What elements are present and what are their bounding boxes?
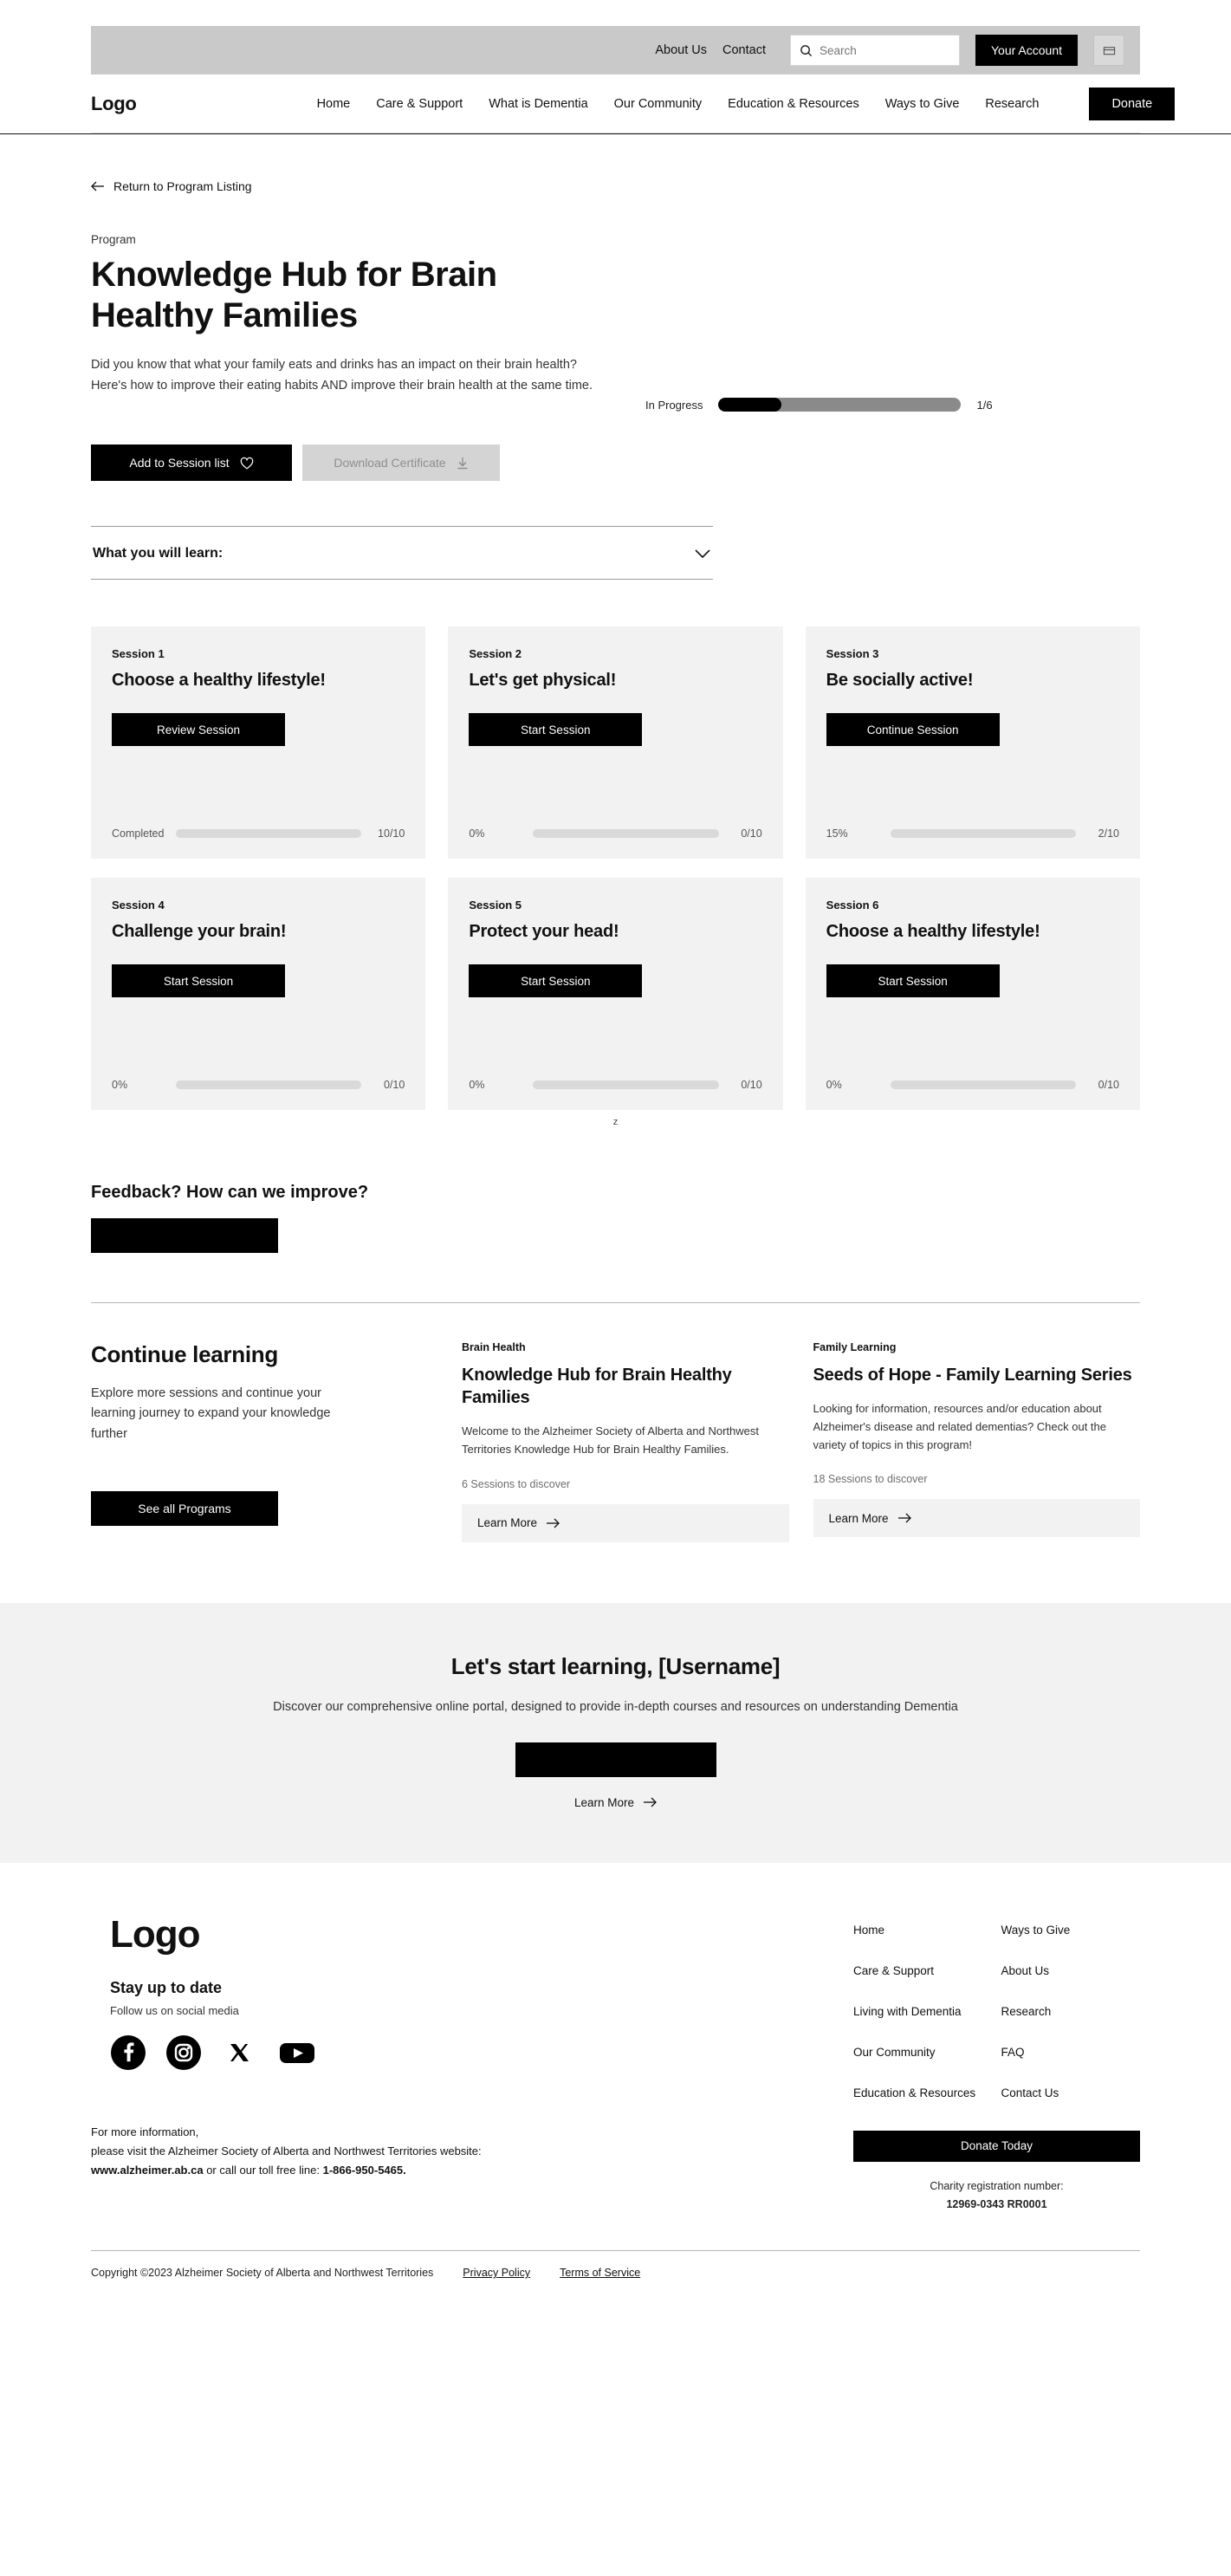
header-divider xyxy=(0,133,1231,134)
session-progress-count: 10/10 xyxy=(378,827,405,840)
copyright-text: Copyright ©2023 Alzheimer Society of Alberta and Northwest Territories xyxy=(91,2267,434,2280)
session-card-progress xyxy=(112,798,405,840)
learn-more-label: Learn More xyxy=(477,1516,538,1530)
nav-item-home[interactable]: Home xyxy=(316,96,351,111)
footer-phone: 1-866-950-5465. xyxy=(322,2164,406,2177)
continue-learning-section xyxy=(91,1341,1140,1542)
program-card-learn-more[interactable] xyxy=(813,1499,1141,1537)
utility-link-about-us[interactable]: About Us xyxy=(655,43,708,57)
footer-info-line1: For more information, xyxy=(91,2125,199,2138)
session-card xyxy=(448,878,782,1110)
session-card-title: Be socially active! xyxy=(826,671,974,690)
program-card-title: Knowledge Hub for Brain Healthy Families xyxy=(462,1366,732,1407)
main-content xyxy=(0,179,1231,1542)
utility-link-contact[interactable]: Contact xyxy=(722,43,766,57)
footer-right xyxy=(853,1913,1140,2215)
program-card-title: Seeds of Hope - Family Learning Series xyxy=(813,1366,1132,1385)
privacy-policy-link[interactable]: Privacy Policy xyxy=(463,2267,531,2280)
program-actions xyxy=(91,444,1140,481)
heart-icon xyxy=(240,457,254,470)
session-progress-status: 0% xyxy=(112,1079,128,1091)
page-eyebrow: Program xyxy=(91,233,136,246)
footer-info-line2: please visit the Alzheimer Society of Alberta and Northwest Territories website: xyxy=(91,2144,482,2157)
program-card-eyebrow: Brain Health xyxy=(462,1341,526,1353)
footer-link-education-resources[interactable]: Education & Resources xyxy=(853,2086,976,2099)
search-icon xyxy=(800,44,813,57)
progress-bar-fill xyxy=(718,398,781,412)
page-title: Knowledge Hub for Brain Healthy Families xyxy=(91,256,497,335)
nav-item-our-community[interactable]: Our Community xyxy=(613,96,703,111)
session-progress-count: 0/10 xyxy=(741,1079,762,1091)
chevron-down-icon xyxy=(694,548,711,559)
feedback-button[interactable] xyxy=(91,1218,278,1253)
add-to-session-list-button[interactable] xyxy=(91,444,292,481)
charity-registration xyxy=(853,2177,1140,2215)
session-card-title: Let's get physical! xyxy=(469,671,617,690)
footer-logo: Logo xyxy=(110,1912,200,1956)
facebook-icon[interactable] xyxy=(110,2034,146,2071)
session-card xyxy=(448,626,782,859)
session-card-action-button[interactable]: Continue Session xyxy=(826,713,1000,746)
footer-info-line3 xyxy=(91,2161,853,2180)
charity-number: 12969-0343 RR0001 xyxy=(946,2197,1047,2210)
session-card-title: Protect your head! xyxy=(469,922,619,941)
promo-learn-more-label: Learn More xyxy=(573,1795,635,1809)
arrow-right-icon xyxy=(897,1513,911,1523)
session-progress-count: 0/10 xyxy=(741,827,762,840)
session-card xyxy=(806,878,1140,1110)
footer-link-living-with-dementia[interactable]: Living with Dementia xyxy=(853,2004,962,2018)
nav-item-education-resources[interactable]: Education & Resources xyxy=(728,96,859,111)
session-card-eyebrow: Session 4 xyxy=(112,899,165,912)
program-card-meta: 18 Sessions to discover xyxy=(813,1473,928,1486)
search-input[interactable] xyxy=(820,44,950,57)
program-intro-text: Did you know that what your family eats and drinks has an impact on their brain health? Here's how to improve their eating habits AND improve their brain health at the same time. xyxy=(91,358,593,393)
session-card-eyebrow: Session 5 xyxy=(469,899,522,912)
session-progress-status: 15% xyxy=(826,827,848,840)
session-card-action-button[interactable]: Start Session xyxy=(469,964,642,997)
program-card-family-learning xyxy=(813,1341,1141,1542)
program-card-learn-more[interactable] xyxy=(462,1504,789,1542)
program-card-description: Looking for information, resources and/or education about Alzheimer's disease and related dementias? Check out the variety of topics in this program! xyxy=(813,1402,1107,1451)
footer-info-tail: or call our toll free line: xyxy=(203,2164,323,2177)
session-card-title: Choose a healthy lifestyle! xyxy=(112,671,326,690)
sessions-grid xyxy=(91,626,1140,1110)
see-all-programs-button[interactable]: See all Programs xyxy=(91,1491,278,1526)
utility-bar xyxy=(91,26,1140,75)
footer xyxy=(0,1863,1231,2215)
progress-bar xyxy=(718,398,961,412)
accordion-title: What you will learn: xyxy=(93,546,224,561)
session-progress-bar xyxy=(533,1080,718,1089)
session-progress-count: 2/10 xyxy=(1098,827,1119,840)
footer-link-faq[interactable]: FAQ xyxy=(1001,2045,1025,2059)
session-card xyxy=(806,626,1140,859)
program-card-meta: 6 Sessions to discover xyxy=(462,1477,571,1490)
promo-primary-button[interactable] xyxy=(515,1742,716,1777)
session-progress-status: 0% xyxy=(469,1079,485,1091)
program-progress xyxy=(645,193,1140,412)
footer-follow-label: Follow us on social media xyxy=(110,2003,239,2017)
session-progress-bar xyxy=(533,829,718,838)
cart-button[interactable] xyxy=(1093,35,1124,66)
session-progress-count: 0/10 xyxy=(383,1079,405,1091)
donate-button[interactable]: Donate xyxy=(1089,88,1175,120)
program-card-description: Welcome to the Alzheimer Society of Alberta and Northwest Territories Knowledge Hub for Brain Healthy Families. xyxy=(462,1424,759,1456)
footer-link-ways-to-give[interactable]: Ways to Give xyxy=(1001,1923,1071,1937)
session-card-progress xyxy=(826,798,1119,840)
session-card-action-button[interactable]: Review Session xyxy=(112,713,285,746)
session-progress-bar xyxy=(891,1080,1076,1089)
program-card-brain-health xyxy=(462,1341,789,1542)
footer-link-contact-us[interactable]: Contact Us xyxy=(1001,2086,1059,2099)
continue-learning-heading: Continue learning xyxy=(91,1341,278,1367)
session-card-eyebrow: Session 3 xyxy=(826,647,879,660)
session-card-eyebrow: Session 6 xyxy=(826,899,879,912)
session-card-action-button[interactable]: Start Session xyxy=(826,964,1000,997)
session-progress-status: Completed xyxy=(112,827,165,840)
footer-link-home[interactable]: Home xyxy=(853,1923,885,1937)
nav-item-what-is-dementia[interactable]: What is Dementia xyxy=(489,96,588,111)
session-progress-status: 0% xyxy=(469,827,485,840)
footer-stay-up-to-date-heading: Stay up to date xyxy=(110,1978,223,1996)
return-link-label: Return to Program Listing xyxy=(113,179,252,193)
session-progress-bar xyxy=(176,1080,361,1089)
your-account-button[interactable]: Your Account xyxy=(975,35,1078,66)
footer-website[interactable]: www.alzheimer.ab.ca xyxy=(91,2164,204,2177)
hero-left xyxy=(91,193,645,412)
site-logo[interactable]: Logo xyxy=(91,92,137,114)
stray-character: z xyxy=(612,1117,619,1127)
cart-icon xyxy=(1103,44,1116,56)
what-you-will-learn-accordion[interactable] xyxy=(91,526,713,580)
session-card-title: Challenge your brain! xyxy=(112,922,287,941)
search-box[interactable] xyxy=(790,35,960,66)
session-card-eyebrow: Session 1 xyxy=(112,647,165,660)
continue-learning-intro xyxy=(91,1341,437,1542)
arrow-right-icon xyxy=(546,1518,560,1528)
return-to-program-listing-link[interactable] xyxy=(91,179,1140,193)
nav-item-care-support[interactable]: Care & Support xyxy=(376,96,463,111)
page-root xyxy=(0,26,1231,2315)
x-twitter-icon[interactable] xyxy=(221,2034,257,2071)
instagram-icon[interactable] xyxy=(165,2034,202,2071)
session-card-progress xyxy=(469,798,761,840)
nav-item-research[interactable]: Research xyxy=(985,96,1040,111)
footer-link-research[interactable]: Research xyxy=(1001,2004,1052,2018)
footer-link-about-us[interactable]: About Us xyxy=(1001,1963,1050,1977)
promo-band xyxy=(0,1603,1231,1863)
youtube-icon[interactable] xyxy=(276,2034,313,2071)
add-to-session-list-label: Add to Session list xyxy=(129,456,230,470)
footer-link-care-support[interactable]: Care & Support xyxy=(853,1963,935,1977)
session-card-progress xyxy=(112,1049,405,1091)
feedback-heading: Feedback? How can we improve? xyxy=(91,1183,369,1202)
footer-link-our-community[interactable]: Our Community xyxy=(853,2045,936,2059)
session-card-progress xyxy=(826,1049,1119,1091)
section-divider xyxy=(91,1302,1140,1303)
footer-contact-info xyxy=(91,2123,853,2181)
promo-title: Let's start learning, [Username] xyxy=(450,1652,781,1679)
download-certificate-label: Download Certificate xyxy=(334,456,446,470)
arrow-left-icon xyxy=(91,181,105,191)
session-progress-bar xyxy=(891,829,1076,838)
session-card-action-button[interactable]: Start Session xyxy=(112,964,285,997)
promo-subtitle: Discover our comprehensive online portal, designed to provide in-depth courses and resources on understanding Dementia xyxy=(273,1699,958,1714)
social-links xyxy=(110,2034,853,2071)
session-progress-status: 0% xyxy=(826,1079,842,1091)
session-progress-count: 0/10 xyxy=(1098,1079,1119,1091)
main-navigation xyxy=(91,75,1153,133)
charity-label: Charity registration number: xyxy=(930,2179,1064,2192)
session-card-progress xyxy=(469,1049,761,1091)
arrow-right-icon xyxy=(643,1797,657,1807)
hero-row xyxy=(91,193,1140,412)
continue-learning-description: Explore more sessions and continue your learning journey to expand your knowledge further xyxy=(91,1386,331,1441)
progress-count: 1/6 xyxy=(976,398,993,412)
nav-item-ways-to-give[interactable]: Ways to Give xyxy=(884,96,960,111)
footer-links xyxy=(853,1924,1140,2099)
progress-status-label: In Progress xyxy=(645,398,703,412)
download-certificate-button[interactable] xyxy=(302,444,500,481)
copyright-bar xyxy=(0,2251,1231,2315)
session-card xyxy=(91,878,425,1110)
terms-of-service-link[interactable]: Terms of Service xyxy=(560,2267,641,2280)
promo-learn-more-link[interactable] xyxy=(0,1796,1231,1809)
program-card-eyebrow: Family Learning xyxy=(813,1341,897,1353)
session-card xyxy=(91,626,425,859)
learn-more-label: Learn More xyxy=(828,1511,889,1525)
session-card-title: Choose a healthy lifestyle! xyxy=(826,922,1040,941)
download-icon xyxy=(457,457,469,470)
donate-today-button[interactable]: Donate Today xyxy=(853,2131,1140,2162)
footer-left xyxy=(91,1913,853,2215)
nav-items xyxy=(317,88,1176,120)
session-card-eyebrow: Session 2 xyxy=(469,647,522,660)
session-progress-bar xyxy=(176,829,361,838)
session-card-action-button[interactable]: Start Session xyxy=(469,713,642,746)
